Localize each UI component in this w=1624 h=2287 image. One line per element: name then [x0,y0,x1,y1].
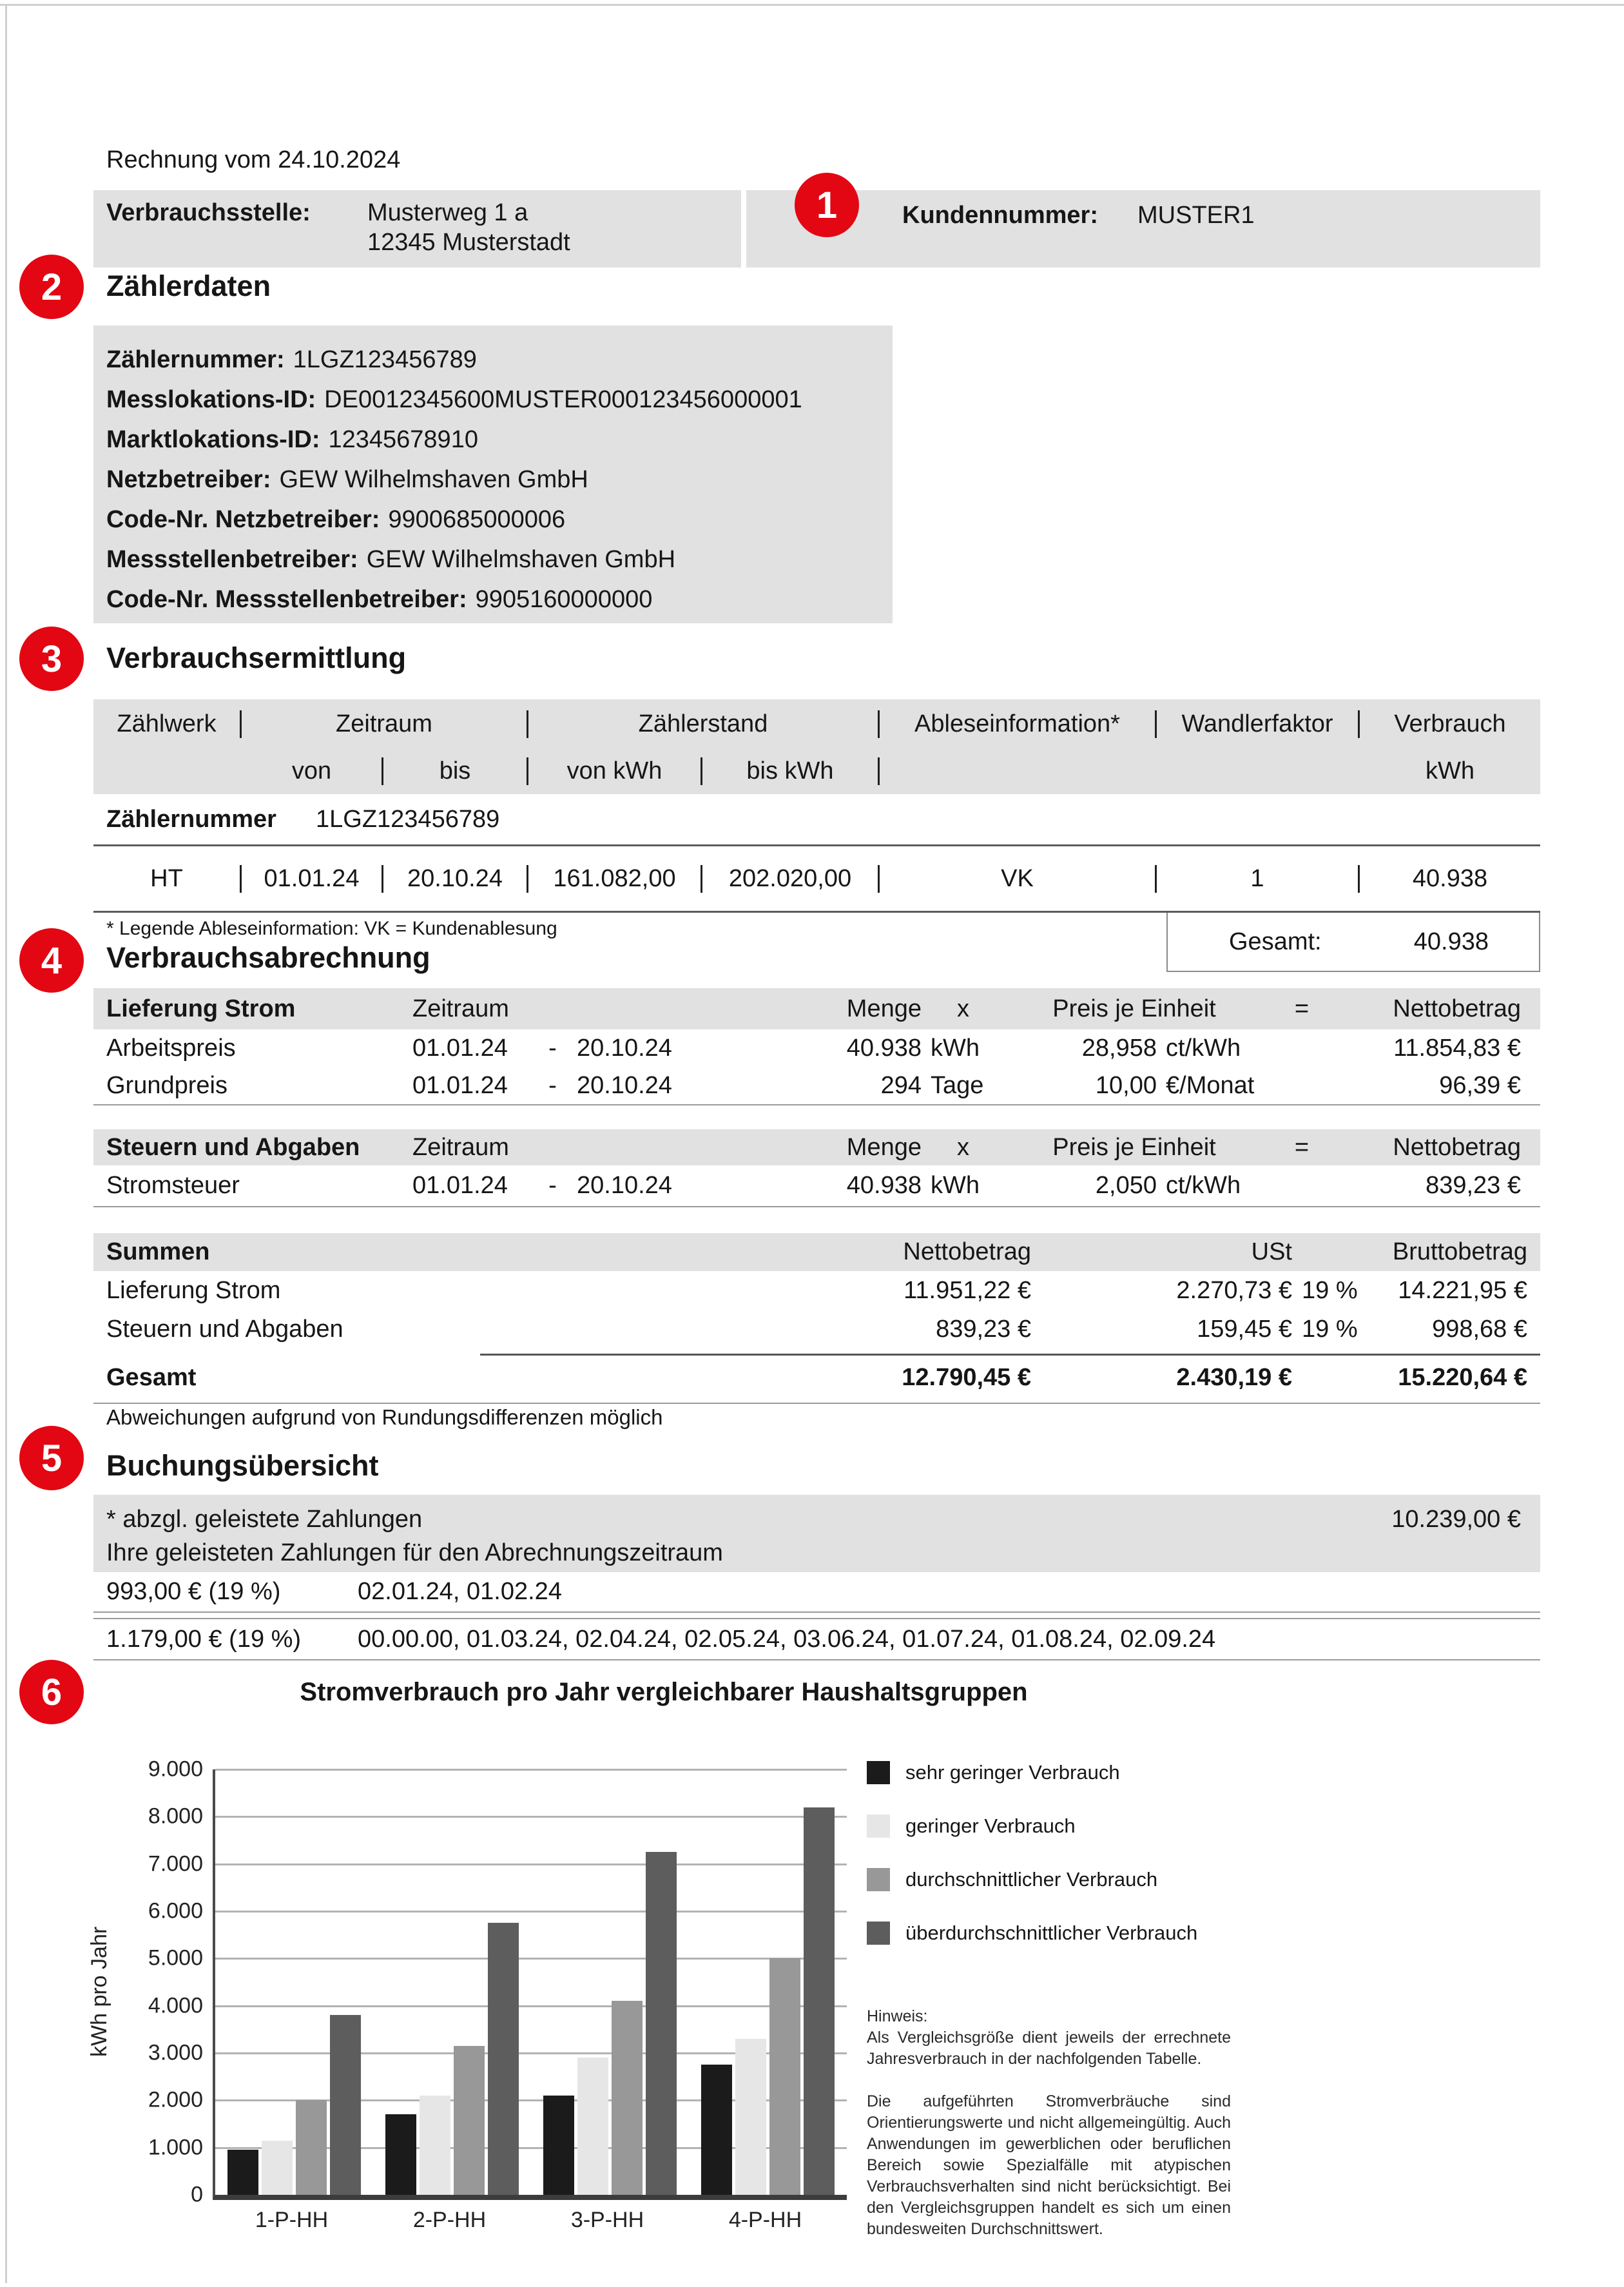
meter-data-value: GEW Wilhelmshaven GmbH [366,545,676,573]
billing-row [93,1165,1540,1206]
meter-data-value: 1LGZ123456789 [293,345,477,373]
grand-total-netto: 12.790,45 € [902,1363,1031,1391]
chart-bar [543,2096,574,2195]
billing-row-quantity-unit: Tage [931,1071,984,1099]
period-dash: - [548,1172,557,1199]
meter-data-box [93,326,893,623]
period-dash: - [548,1034,557,1062]
chart-legend-swatch [867,1761,890,1784]
chart-bar [646,1852,677,2195]
billing-row-net-amount: 839,23 € [1426,1172,1521,1199]
chart-bar [262,2141,293,2195]
totals-row-brutto: 14.221,95 € [1398,1276,1527,1304]
totals-row-ust-rate: 19 % [1302,1276,1358,1304]
period-to: 20.10.24 [577,1034,672,1062]
totals-title: Summen [106,1238,210,1265]
chart-x-tick-label: 4-P-HH [728,2208,802,2232]
header-nettobetrag: Nettobetrag [903,1238,1031,1265]
chart-bar [454,2046,485,2195]
grand-total-ust: 2.430,19 € [1176,1363,1292,1391]
chart-y-axis-label: kWh pro Jahr [87,1926,111,2058]
col-header-zaehlwerk: Zählwerk [93,710,242,738]
bookings-summary-box [93,1495,1540,1572]
payment-row [93,1572,1540,1613]
billing-row-period [412,1172,793,1200]
totals-row-name: Steuern und Abgaben [106,1315,343,1343]
chart-legend-swatch [867,1922,890,1945]
chart-y-tick-label: 1.000 [148,2135,203,2160]
taxes-table [93,1129,1540,1207]
col-header-wandlerfaktor: Wandlerfaktor [1157,710,1360,738]
chart-legend-entry [867,1760,1279,1786]
billing-row-quantity: 40.938 [846,1172,922,1199]
ve-header-row-top [93,699,1540,748]
period-from: 01.01.24 [412,1172,508,1199]
header-bruttobetrag: Bruttobetrag [1392,1238,1527,1265]
chart-bar-group [215,2015,373,2195]
delivery-table [93,988,1540,1105]
consumption-determination-table [93,699,1540,913]
payment-rows [93,1572,1540,1660]
billing-row-name: Grundpreis [106,1071,227,1099]
chart-note-title: Hinweis: [867,2007,928,2025]
chart-bar [330,2015,361,2195]
total-consumption-label: Gesamt: [1229,928,1322,955]
col-header-verbrauch-unit: kWh [1426,757,1474,784]
total-consumption-box [1166,913,1540,972]
chart-y-tick-label: 7.000 [148,1851,203,1876]
meter-data-value: 12345678910 [328,425,478,453]
header-zeitraum: Zeitraum [412,1133,509,1161]
col-header-zaehlerstand: Zählerstand [528,710,880,738]
chart-y-tick-label: 6.000 [148,1898,203,1923]
header-preis: Preis je Einheit [1052,1133,1216,1161]
meter-data-row [106,500,893,540]
col-header-zeitraum: Zeitraum [242,710,528,738]
grand-total-row [93,1356,1540,1399]
billing-row-quantity: 294 [880,1071,922,1099]
chart-legend-label: durchschnittlicher Verbrauch [905,1868,1158,1891]
totals-row-name: Lieferung Strom [106,1276,281,1304]
payment-dates: 02.01.24, 01.02.24 [358,1578,562,1605]
cell-ableseinformation: VK [880,865,1157,893]
chart-y-tick-label: 8.000 [148,1804,203,1829]
chart-legend-swatch [867,1868,890,1891]
chart-bar [296,2100,327,2195]
chart-bar [420,2096,450,2195]
chart-legend-entry [867,1920,1279,1946]
header-menge: Menge [846,995,922,1022]
billing-row-price: 2,050 [1095,1172,1157,1199]
header-x: x [957,1133,969,1161]
billing-row-name: Arbeitspreis [106,1034,236,1062]
period-from: 01.01.24 [412,1071,508,1099]
totals-table [93,1233,1540,1404]
cell-wandlerfaktor: 1 [1157,865,1360,893]
chart-note [867,2006,1231,2240]
billing-row-period [412,1035,793,1062]
billing-row-quantity-unit: kWh [931,1172,980,1199]
header-preis: Preis je Einheit [1052,995,1216,1022]
meter-data-label: Messstellenbetreiber: [106,545,358,573]
reading-legend: * Legende Ableseinformation: VK = Kundenablesung [106,918,557,939]
period-to: 20.10.24 [577,1071,672,1099]
customer-number-value: MUSTER1 [1137,202,1255,229]
meter-data-row [106,540,893,579]
chart-legend-entry [867,1813,1279,1839]
meter-number-row [93,794,1540,846]
meter-data-label: Netzbetreiber: [106,465,271,493]
meter-data-row [106,420,893,460]
header-x: x [957,995,969,1022]
chart-y-tick-label: 9.000 [148,1757,203,1782]
totals-row-brutto: 998,68 € [1432,1315,1527,1343]
meter-data-label: Marktlokations-ID: [106,425,320,453]
consumption-determination-heading: Verbrauchsermittlung [106,641,407,674]
payments-subtitle: Ihre geleisteten Zahlungen für den Abrechnungszeitraum [106,1539,723,1566]
totals-row [93,1310,1540,1348]
chart-bar [769,1958,800,2195]
marker-badge-4: 4 [19,928,84,993]
meter-data-value: GEW Wilhelmshaven GmbH [279,465,588,493]
chart-title: Stromverbrauch pro Jahr vergleichbarer Haushaltsgruppen [300,1678,1028,1706]
col-header-bis: bis [383,757,528,785]
chart-legend-swatch [867,1815,890,1838]
delivery-rows [93,1029,1540,1105]
chart-legend [867,1760,1279,1974]
meter-data-label: Zählernummer: [106,345,285,373]
total-consumption-value: 40.938 [1413,928,1489,955]
meter-data-label: Code-Nr. Messstellenbetreiber: [106,585,467,613]
totals-row-ust: 2.270,73 € [1176,1276,1292,1304]
col-header-verbrauch: Verbrauch [1394,710,1506,737]
header-netto: Nettobetrag [1393,1133,1521,1161]
header-menge: Menge [846,1133,922,1161]
meter-reading-row [93,846,1540,913]
chart-bar-group [531,1852,689,2195]
ve-header-row-bottom [93,748,1540,794]
chart-bar [385,2114,416,2195]
chart-bar [735,2039,766,2195]
page-edge-left [5,4,7,2283]
chart-bar [612,2001,643,2195]
billing-row-price: 10,00 [1095,1071,1157,1099]
meter-data-rows [106,340,893,619]
chart-note-paragraph-2: Die aufgeführten Stromverbräuche sind Orientierungswerte und nicht allgemeingültig. Auch Anwendungen im gewerblichen oder beruflichen Bereich sowie Spezialfälle mit atypischen Verbrauchsverhalten sind nicht berücksichtigt. Bei den Vergleichsgruppen handelt es sich um einen bundesweiten Durchschnittswert. [867,2092,1231,2238]
payment-row [93,1618,1540,1660]
deduction-value: 10.239,00 € [1391,1505,1521,1533]
cell-bis: 20.10.24 [383,865,528,893]
chart-bar [804,1807,835,2195]
meter-data-value: 9900685000006 [388,505,566,533]
chart-bar [701,2065,732,2195]
payment-dates: 00.00.00, 01.03.24, 02.04.24, 02.05.24, 03.06.24, 01.07.24, 01.08.24, 02.09.24 [358,1625,1216,1653]
chart-y-tick-label: 2.000 [148,2087,203,2112]
bookings-heading: Buchungsübersicht [106,1449,379,1482]
chart-legend-entry [867,1867,1279,1893]
header-ust: USt [1251,1238,1292,1265]
totals-row [93,1271,1540,1310]
payment-amount: 993,00 € (19 %) [106,1578,281,1605]
totals-row-netto: 839,23 € [936,1315,1031,1343]
billing-row-price: 28,958 [1081,1034,1157,1062]
billing-row-price-unit: ct/kWh [1166,1034,1241,1062]
customer-number-bar [746,190,1540,268]
chart-x-tick-label: 3-P-HH [570,2208,644,2232]
billing-row-price-unit: €/Monat [1166,1071,1255,1099]
totals-row-ust: 159,45 € [1197,1315,1292,1343]
chart-note-paragraph-1: Als Vergleichsgröße dient jeweils der errechnete Jahresverbrauch in der nachfolgenden Tabelle. [867,2029,1231,2068]
consumption-point-bar [93,190,741,268]
period-from: 01.01.24 [412,1034,508,1062]
chart-x-tick-label: 1-P-HH [255,2208,329,2232]
deduction-line [93,1503,1540,1536]
grand-total-brutto: 15.220,64 € [1398,1363,1527,1391]
chart-legend-label: überdurchschnittlicher Verbrauch [905,1922,1198,1944]
meter-data-row [106,340,893,380]
marker-badge-6: 6 [19,1660,84,1724]
billing-row [93,1029,1540,1067]
col-header-bis-kwh: bis kWh [702,757,880,785]
chart-y-tick-label: 5.000 [148,1945,203,1971]
meter-data-row [106,579,893,619]
col-header-von: von [242,757,383,785]
invoice-date: Rechnung vom 24.10.2024 [106,146,401,173]
marker-badge-1: 1 [795,173,859,237]
chart-bar [577,2058,608,2195]
meter-number-label: Zählernummer [106,805,276,833]
taxes-table-header [93,1129,1540,1165]
chart-y-tick-label: 0 [191,2182,203,2207]
meter-data-heading: Zählerdaten [106,269,271,302]
chart-x-tick-label: 2-P-HH [412,2208,487,2232]
chart-plot [213,1769,847,2200]
billing-row-quantity: 40.938 [846,1034,922,1062]
chart-legend-label: geringer Verbrauch [905,1815,1076,1837]
billing-heading: Verbrauchsabrechnung [106,941,430,974]
period-dash: - [548,1071,557,1099]
page-edge-top [0,4,1624,6]
col-header-von-kwh: von kWh [528,757,702,785]
taxes-rows [93,1165,1540,1207]
delivery-title: Lieferung Strom [106,995,296,1022]
totals-row-netto: 11.951,22 € [904,1276,1031,1304]
billing-row [93,1067,1540,1104]
cell-stand-bis: 202.020,00 [702,865,880,893]
billing-row-quantity-unit: kWh [931,1034,980,1062]
billing-row-net-amount: 96,39 € [1439,1071,1521,1099]
meter-data-label: Messlokations-ID: [106,385,316,413]
chart-bar-group [373,1923,531,2195]
payment-amount: 1.179,00 € (19 %) [106,1625,302,1653]
marker-badge-3: 3 [19,627,84,691]
totals-table-header [93,1233,1540,1271]
meter-data-row [106,380,893,420]
header-equals: = [1294,995,1310,1022]
header-zeitraum: Zeitraum [412,995,509,1022]
rounding-note: Abweichungen aufgrund von Rundungsdifferenzen möglich [106,1405,663,1429]
header-equals: = [1294,1133,1310,1161]
header-netto: Nettobetrag [1393,995,1521,1022]
marker-badge-2: 2 [19,255,84,319]
meter-number-value: 1LGZ123456789 [316,805,500,833]
billing-row-net-amount: 11.854,83 € [1393,1034,1521,1062]
meter-data-row [106,460,893,500]
period-to: 20.10.24 [577,1172,672,1199]
chart-bar [227,2150,258,2195]
cell-stand-von: 161.082,00 [528,865,702,893]
taxes-title: Steuern und Abgaben [106,1133,360,1161]
delivery-table-header [93,988,1540,1029]
chart-y-tick-label: 4.000 [148,1993,203,2018]
consumption-point-address [367,198,570,268]
chart-bar-group [689,1807,847,2195]
chart-gridline [215,1769,847,1771]
meter-data-label: Code-Nr. Netzbetreiber: [106,505,380,533]
totals-row-ust-rate: 19 % [1302,1315,1358,1343]
meter-data-value: 9905160000000 [475,585,653,613]
customer-number-label: Kundennummer: [902,202,1098,229]
billing-row-name: Stromsteuer [106,1172,240,1199]
chart-y-tick-label: 3.000 [148,2040,203,2065]
consumption-point-label: Verbrauchsstelle: [106,199,311,226]
cell-verbrauch: 40.938 [1412,864,1488,892]
marker-badge-5: 5 [19,1426,84,1490]
deduction-label: * abzgl. geleistete Zahlungen [106,1505,423,1533]
address-line-1: Musterweg 1 a [367,199,528,226]
chart-bar [488,1923,519,2195]
col-header-ableseinformation: Ableseinformation* [880,710,1157,738]
billing-row-period [412,1072,793,1100]
meter-data-value: DE0012345600MUSTER000123456000001 [324,385,802,413]
cell-zaehlwerk: HT [93,865,242,893]
chart-legend-label: sehr geringer Verbrauch [905,1761,1120,1784]
totals-rows [93,1271,1540,1348]
cell-von: 01.01.24 [242,865,383,893]
billing-row-price-unit: ct/kWh [1166,1172,1241,1199]
address-line-2: 12345 Musterstadt [367,229,570,256]
grand-total-label: Gesamt [106,1363,197,1391]
